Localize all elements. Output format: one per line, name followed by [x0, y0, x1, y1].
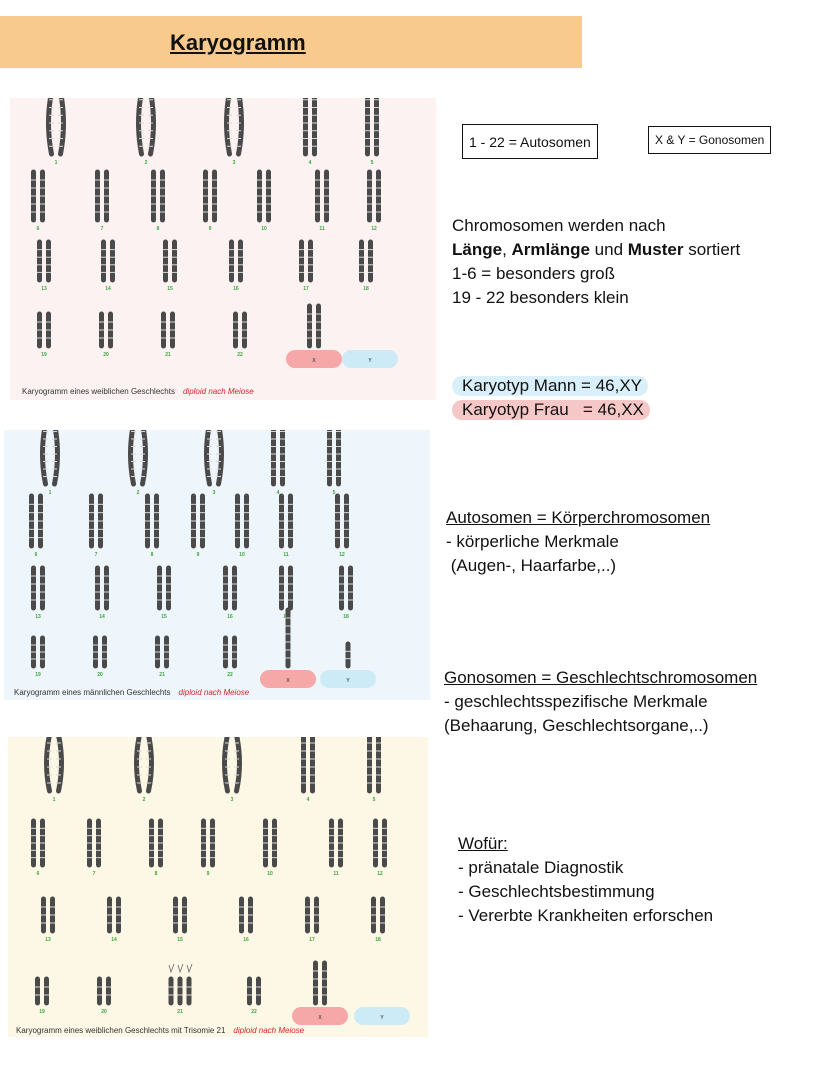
sort-sep: sortiert: [683, 240, 741, 259]
karyogram-male: [4, 430, 430, 700]
chromosome-label: 1: [52, 797, 56, 803]
chromosome-label: 15: [161, 614, 167, 620]
karyogram-trisomy21-image: [8, 737, 428, 1037]
panel-background: [8, 737, 428, 1037]
gonosomen-box: X & Y = Gonosomen: [648, 126, 771, 154]
chromosome-label: 15: [177, 937, 183, 943]
chromosome-label: 8: [154, 871, 158, 877]
karyogram-trisomy21: [8, 737, 428, 1037]
caption-text: Karyogramm eines weiblichen Geschlechts: [22, 387, 175, 396]
chromosome-label: 10: [261, 226, 267, 232]
autosomen-line: - körperliche Merkmale: [446, 532, 619, 551]
chromosome-label: 21: [165, 352, 171, 358]
wofuer-section: [458, 832, 713, 928]
chromosome-label: 10: [267, 871, 273, 877]
chromosome-label: 12: [339, 552, 345, 558]
sort-length: Länge: [452, 240, 503, 259]
chromosome-label: 13: [41, 286, 47, 292]
chromosome-label: 6: [36, 871, 40, 877]
wofuer-item: - Geschlechtsbestimmung: [458, 882, 655, 901]
chromosome-label: 15: [167, 286, 173, 292]
gonosomen-section: [444, 666, 757, 738]
chromosome-label: 17: [303, 286, 309, 292]
chromosome-label: 16: [243, 937, 249, 943]
chromosome-label: 13: [35, 614, 41, 620]
karyogram-female: [10, 98, 436, 400]
chromosome-label: Y: [346, 678, 350, 684]
karyotype-male: Karyotyp Mann = 46,XY: [452, 376, 648, 396]
gonosomen-line: (Behaarung, Geschlechtsorgane,..): [444, 716, 709, 735]
chromosome-label: 18: [375, 937, 381, 943]
chromosome-label: 16: [233, 286, 239, 292]
karyotype-female: Karyotyp Frau = 46,XX: [452, 400, 650, 420]
caption-note: diploid nach Meiose: [178, 688, 250, 697]
chromosome-label: 18: [343, 614, 349, 620]
chromosome-label: 16: [227, 614, 233, 620]
chromosome-label: 11: [283, 552, 289, 558]
chromosome-label: 7: [94, 552, 98, 558]
caption-text: Karyogramm eines männlichen Geschlechts: [14, 688, 171, 697]
chromosome-label: 4: [306, 797, 310, 803]
chromosome-label: 20: [103, 352, 109, 358]
autosomen-heading: Autosomen = Körperchromosomen: [446, 508, 711, 527]
chromosome-label: Y: [380, 1015, 384, 1021]
caption-text: Karyogramm eines weiblichen Geschlechts mit Trisomie 21: [16, 1026, 226, 1035]
chromosome-label: 11: [319, 226, 325, 232]
page-title: Karyogramm: [170, 30, 306, 55]
sort-line: 1-6 = besonders groß: [452, 264, 616, 283]
chromosome-label: 3: [232, 160, 236, 166]
autosomen-section: [446, 506, 710, 578]
sort-line: Chromosomen werden nach: [452, 216, 666, 235]
chromosome-label: 17: [283, 614, 289, 620]
chromosome-label: 2: [144, 160, 148, 166]
chromosome-label: 7: [100, 226, 104, 232]
chromosome-label: 20: [97, 672, 103, 678]
gonosomen-line: - geschlechtsspezifische Merkmale: [444, 692, 708, 711]
sort-criteria: [452, 214, 740, 310]
chromosome-label: 13: [45, 937, 51, 943]
autosomen-box: 1 - 22 = Autosomen: [462, 124, 598, 159]
chromosome-label: 6: [36, 226, 40, 232]
chromosome-Y: [346, 644, 351, 666]
chromosome-label: 8: [156, 226, 160, 232]
chromosome-label: 6: [34, 552, 38, 558]
chromosome-label: 7: [92, 871, 96, 877]
chromosome-label: 22: [237, 352, 243, 358]
sort-line: [452, 238, 740, 262]
chromosome-label: 5: [370, 160, 374, 166]
chromosome-label: 5: [332, 490, 336, 496]
chromosome-label: 9: [196, 552, 200, 558]
chromosome-label: 20: [101, 1009, 107, 1015]
sort-sep: ,: [502, 240, 512, 259]
chromosome-X: [286, 610, 291, 666]
sort-line: 19 - 22 besonders klein: [452, 288, 629, 307]
chromosome-label: 18: [363, 286, 369, 292]
karyotype-list: [452, 374, 650, 422]
chromosome-label: 22: [227, 672, 233, 678]
chromosome-label: 10: [239, 552, 245, 558]
chromosome-label: 21: [177, 1009, 183, 1015]
chromosome-label: 14: [111, 937, 117, 943]
chromosome-label: 12: [377, 871, 383, 877]
karyogram-caption: [14, 688, 249, 697]
panel-background: [4, 430, 430, 700]
chromosome-label: 2: [142, 797, 146, 803]
chromosome-label: 4: [276, 490, 280, 496]
karyogram-caption: [16, 1026, 304, 1035]
chromosome-label: 1: [48, 490, 52, 496]
karyogram-caption: [22, 387, 254, 396]
chromosome-label: 19: [35, 672, 41, 678]
chromosome-label: X: [312, 358, 316, 364]
chromosome-label: 11: [333, 871, 339, 877]
wofuer-item: - pränatale Diagnostik: [458, 858, 624, 877]
sort-pattern: Muster: [627, 240, 684, 259]
chromosome-label: 17: [309, 937, 315, 943]
chromosome-label: 9: [206, 871, 210, 877]
chromosome-21: [169, 979, 192, 1003]
chromosome-label: X: [318, 1015, 322, 1021]
chromosome-label: 5: [372, 797, 376, 803]
chromosome-label: 14: [105, 286, 111, 292]
chromosome-label: 19: [41, 352, 47, 358]
chromosome-label: 3: [230, 797, 234, 803]
chromosome-label: 4: [308, 160, 312, 166]
chromosome-label: 2: [136, 490, 140, 496]
sort-arm-length: Armlänge: [511, 240, 590, 259]
caption-note: diploid nach Meiose: [182, 387, 254, 396]
chromosome-label: 19: [39, 1009, 45, 1015]
chromosome-label: 12: [371, 226, 377, 232]
chromosome-label: 8: [150, 552, 154, 558]
caption-note: diploid nach Meiose: [233, 1026, 305, 1035]
karyogram-male-image: [4, 430, 430, 700]
wofuer-heading: Wofür:: [458, 834, 508, 853]
karyogram-female-image: [10, 98, 436, 400]
autosomen-line: (Augen-, Haarfarbe,..): [446, 556, 617, 575]
wofuer-item: - Vererbte Krankheiten erforschen: [458, 906, 714, 925]
chromosome-label: Y: [368, 358, 372, 364]
gonosomen-heading: Gonosomen = Geschlechtschromosomen: [444, 668, 758, 687]
chromosome-label: 21: [159, 672, 165, 678]
sort-sep: und: [589, 240, 628, 259]
chromosome-label: 14: [99, 614, 105, 620]
chromosome-label: X: [286, 678, 290, 684]
chromosome-label: 3: [212, 490, 216, 496]
chromosome-label: 1: [54, 160, 58, 166]
chromosome-label: 22: [251, 1009, 257, 1015]
chromosome-label: 9: [208, 226, 212, 232]
